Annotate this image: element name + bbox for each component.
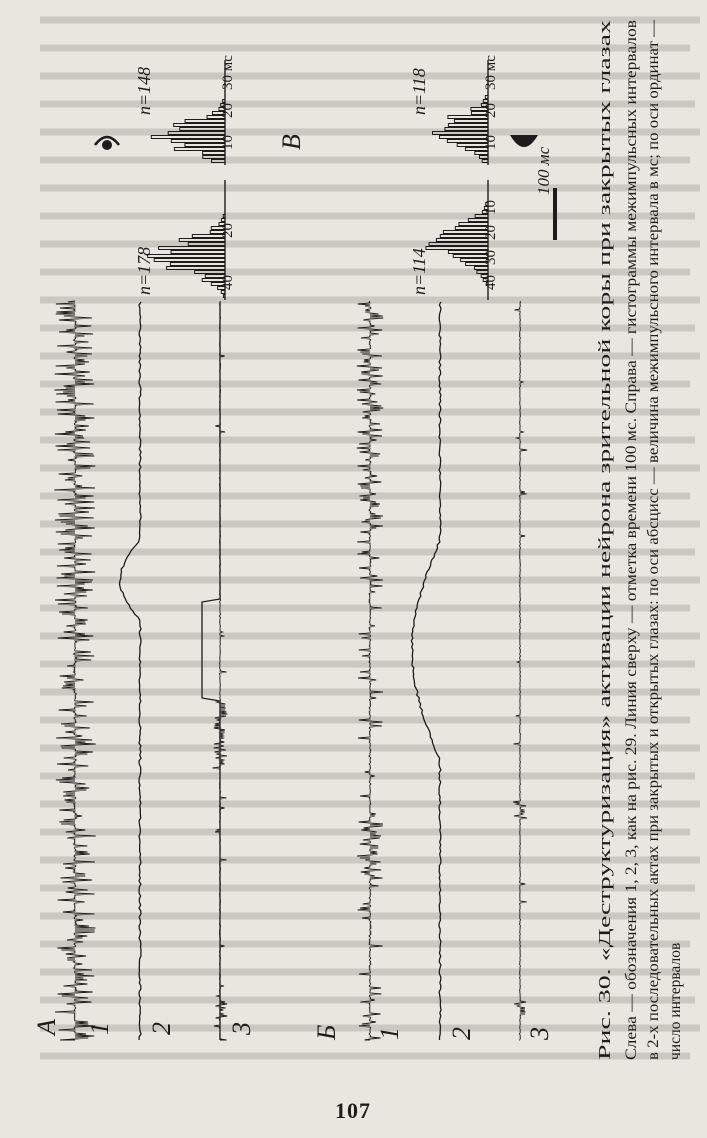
- histogram-bar: [440, 235, 488, 238]
- trace-a3-drift: [202, 302, 220, 1040]
- histogram-a-open: [151, 60, 225, 165]
- histogram-bar: [448, 116, 488, 119]
- histogram-bar: [482, 160, 488, 163]
- histogram-bar: [174, 124, 225, 127]
- histogram-bar: [223, 215, 225, 218]
- histogram-bar: [429, 243, 488, 246]
- histogram-bar: [185, 120, 225, 123]
- histogram-tick-label: 40: [220, 275, 236, 290]
- histogram-bar: [170, 263, 225, 266]
- histogram-bar: [426, 247, 488, 250]
- neuron-recordings: [54, 301, 527, 1040]
- histogram-bar: [443, 231, 488, 234]
- trace-a2: [120, 302, 142, 1040]
- trace-label-b1: 1: [375, 1027, 404, 1040]
- closed-eye-icon: [95, 137, 119, 150]
- histogram-n-label: n=178: [134, 246, 154, 295]
- histogram-tick-label: 20: [483, 103, 499, 118]
- histogram-bar: [448, 124, 488, 127]
- histogram-bar: [445, 128, 488, 131]
- histogram-bar: [159, 247, 225, 250]
- trace-label-a2: 2: [147, 1022, 176, 1035]
- histogram-bar: [185, 144, 225, 147]
- histogram-n-label: n=114: [409, 248, 429, 295]
- trace-label-b3: 3: [525, 1027, 554, 1040]
- histogram-bar: [477, 271, 488, 274]
- trace-label-b2: 2: [447, 1027, 476, 1040]
- histogram-bar: [475, 267, 488, 270]
- histogram-tick-label: 10: [483, 200, 499, 215]
- histogram-tick-label: 30: [483, 250, 499, 265]
- histogram-bar: [436, 239, 488, 242]
- histogram-tick-label: 20: [483, 225, 499, 240]
- histogram-bar: [433, 132, 488, 135]
- histogram-tick-label: 10: [483, 135, 499, 150]
- histogram-tick-label: 30 мс: [220, 55, 236, 90]
- histogram-bar: [475, 152, 488, 155]
- histogram-bar: [174, 148, 225, 151]
- histogram-bar: [485, 96, 488, 99]
- panel-label-a: А: [32, 1019, 61, 1035]
- histogram-bar: [203, 152, 225, 155]
- histogram-b-closed: [426, 180, 488, 300]
- histogram-bar: [167, 267, 225, 270]
- histogram-n-label: n=118: [409, 68, 429, 115]
- histogram-bar: [212, 160, 225, 163]
- histogram-a-closed: [148, 180, 225, 300]
- histogram-tick-label: 40: [483, 275, 499, 290]
- figure-caption-line: в 2-х последовательных актах при закрытых и открытых глазах: по оси абсцисс — величина межимпульсного интервала в мс; по оси ординат —: [645, 103, 662, 1060]
- figure-caption-line: число интервалов: [667, 942, 684, 1060]
- histogram-tick-label: 30 мс: [483, 55, 499, 90]
- histogram-bar: [224, 295, 225, 298]
- histogram-bar: [195, 271, 225, 274]
- histogram-bar: [171, 251, 225, 254]
- histogram-bar: [154, 259, 225, 262]
- histogram-bar: [179, 239, 225, 242]
- histogram-bar: [203, 156, 225, 159]
- trace-label-a1: 1: [85, 1022, 114, 1035]
- panel-label-b: Б: [312, 1024, 341, 1040]
- histogram-bar: [168, 132, 225, 135]
- trace-b3: [513, 301, 527, 1040]
- histogram-bar: [171, 140, 225, 143]
- histogram-bar: [454, 120, 488, 123]
- histogram-bar: [440, 136, 488, 139]
- figure-title: Рис. 30. «Деструктуризация» активации нейрона зрительной коры при закрытых глазах: [595, 426, 614, 1060]
- histogram-bar: [151, 136, 225, 139]
- trace-a1: [54, 301, 95, 1040]
- trace-b2: [411, 302, 441, 1040]
- histogram-bar: [148, 255, 225, 258]
- figure-caption-line: Слева — обозначения 1, 2, 3, как на рис. 29. Линия сверху — отметка времени 100 мс. Справа — гистограммы межимпульсных интервалов: [623, 137, 640, 1060]
- open-eye-icon: [510, 135, 538, 147]
- histogram-tick-label: 20: [220, 223, 236, 238]
- trace-label-a3: 3: [227, 1022, 256, 1035]
- histogram-bar: [180, 128, 225, 131]
- trace-b1: [357, 301, 384, 1040]
- panel-label-c: В: [277, 134, 306, 150]
- histogram-bar: [188, 243, 225, 246]
- page-number: 107: [335, 1098, 371, 1123]
- histogram-bar: [479, 156, 488, 159]
- histogram-tick-label: 10: [220, 135, 236, 150]
- histogram-tick-label: 20: [220, 103, 236, 118]
- time-mark-label: 100 мс: [534, 146, 553, 195]
- histogram-b-open: [433, 60, 488, 165]
- histogram-n-label: n=148: [134, 66, 154, 115]
- histogram-bar: [447, 140, 488, 143]
- histogram-bar: [223, 100, 225, 103]
- histogram-bar: [468, 219, 488, 222]
